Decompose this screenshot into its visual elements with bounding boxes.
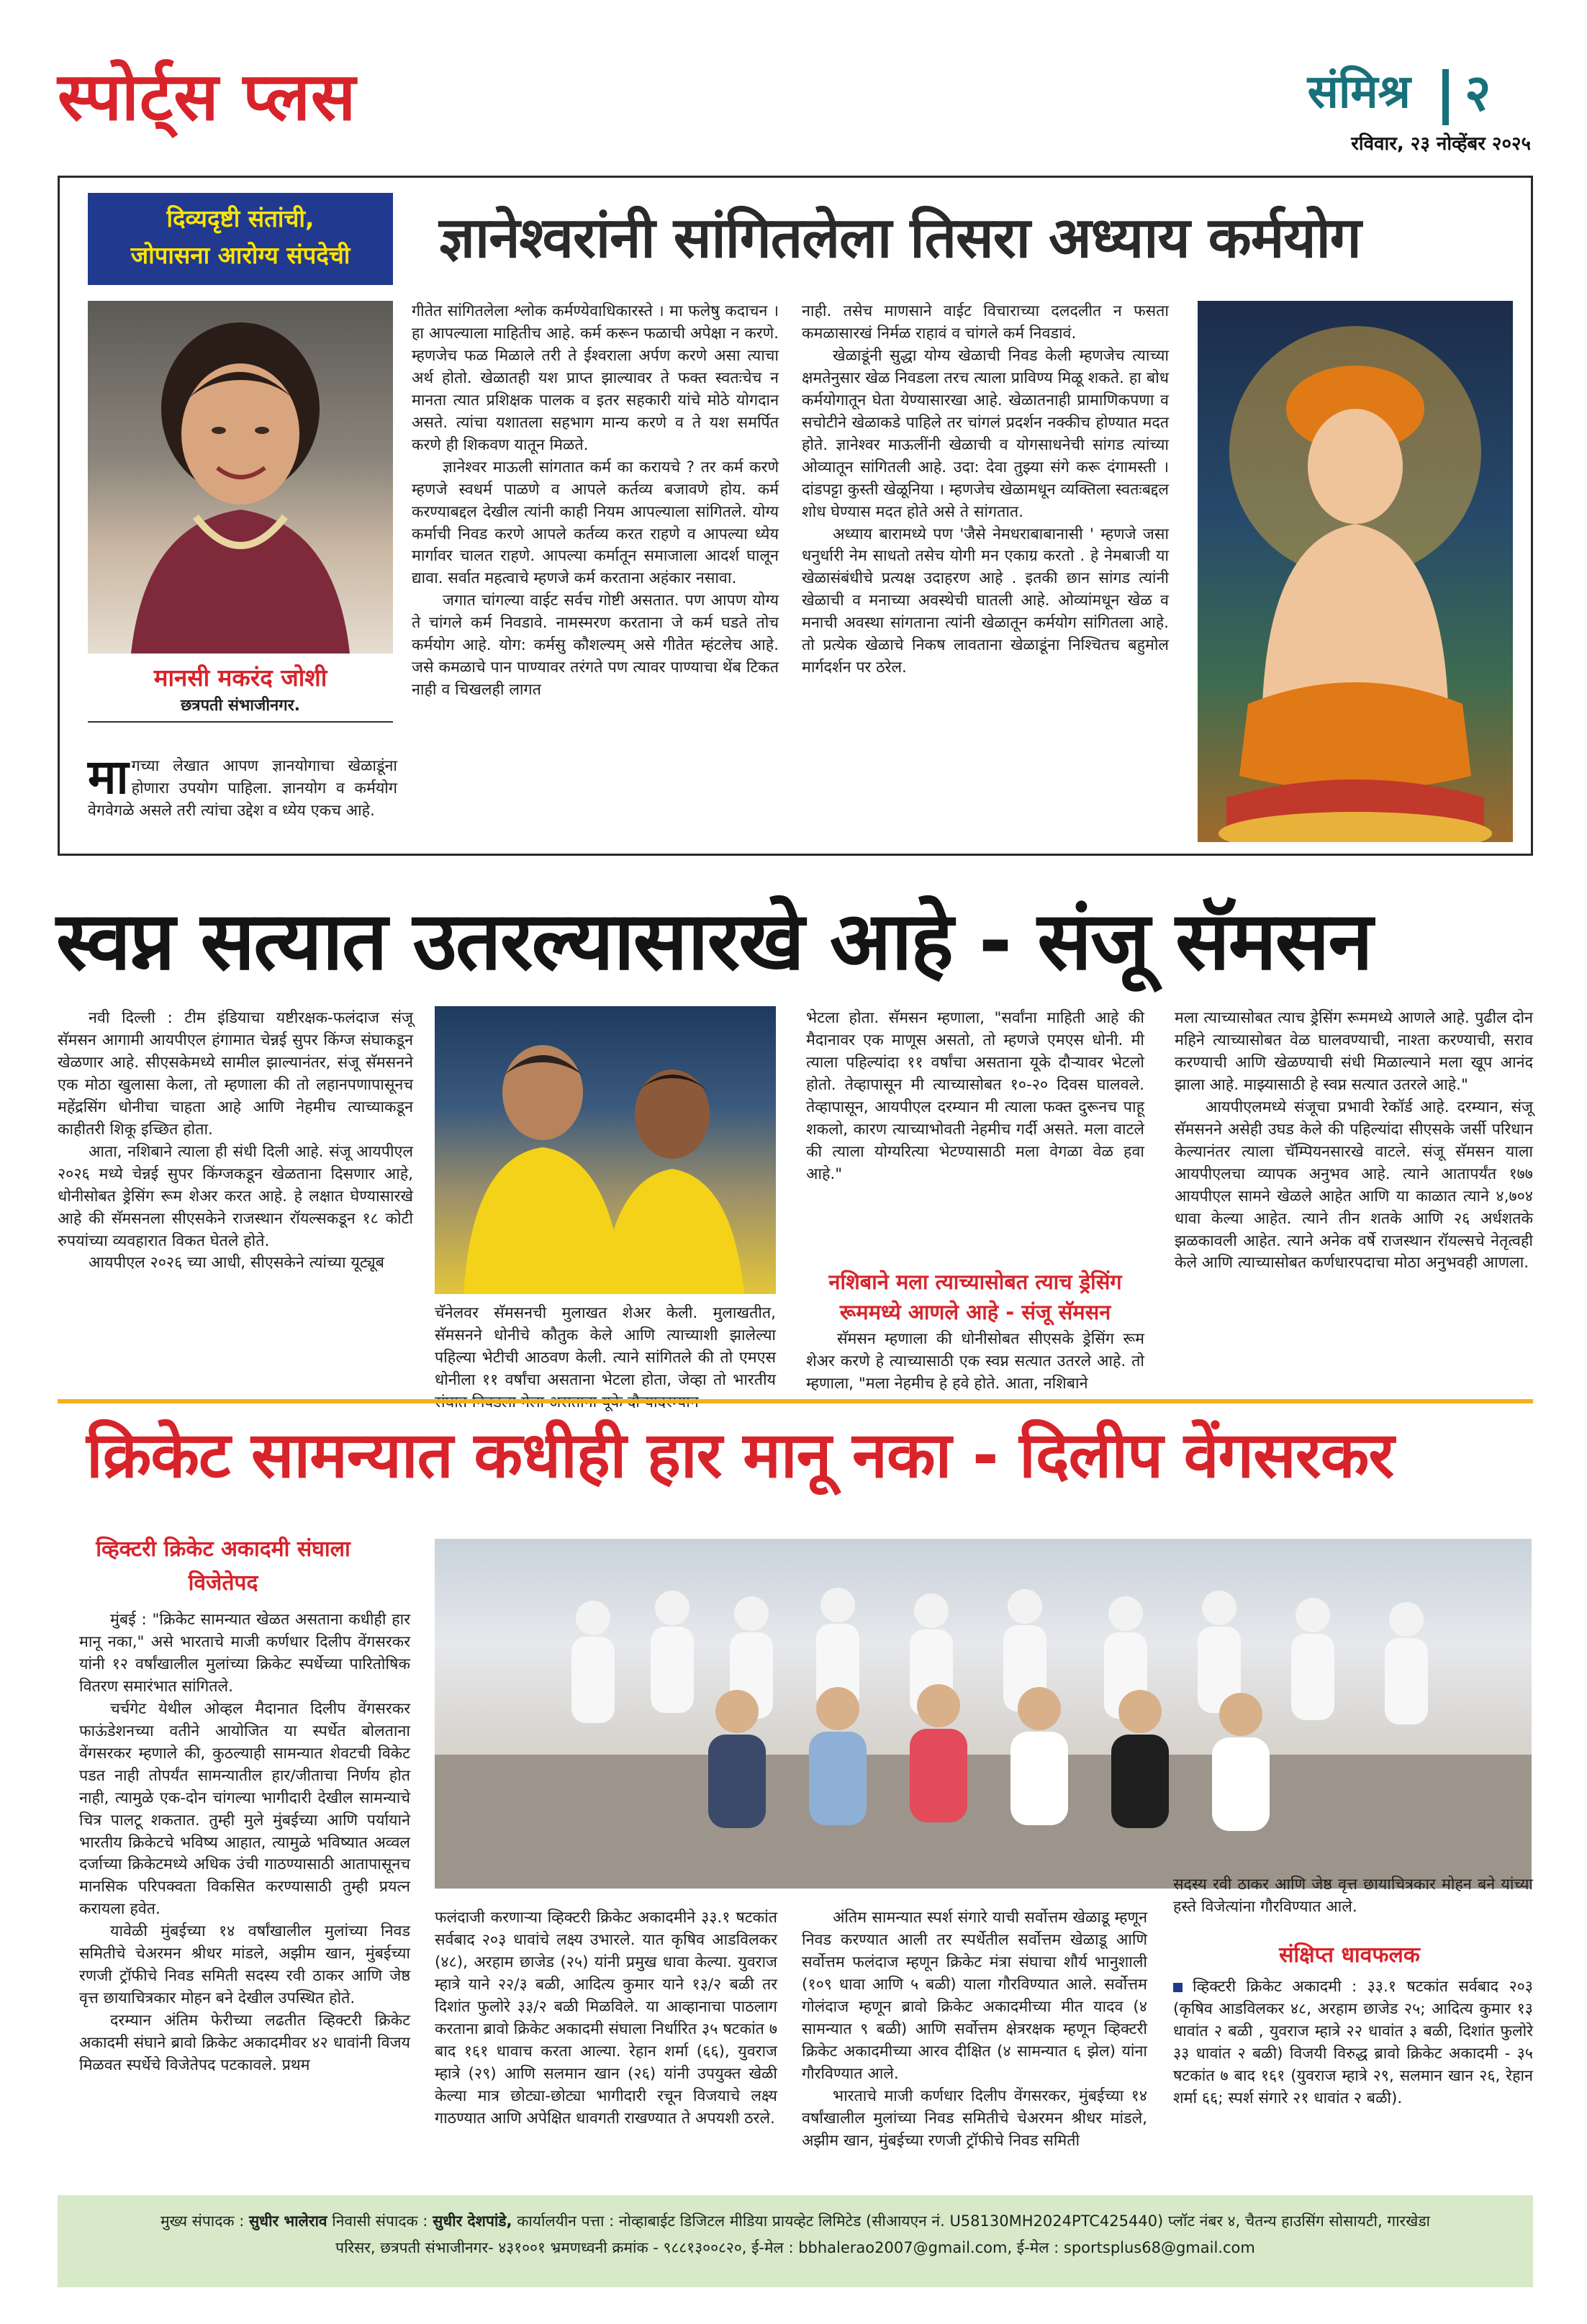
article-3-col-1 [79, 1609, 410, 2077]
paragraph: मला त्याच्यासोबत त्याच ड्रेसिंग रूममध्ये आणले आहे. पुढील दोन महिने त्याच्यासोबत वेळ घालवण्याची, नाश्ता करण्याची, सराव करण्याची आणि खेळण्याची संधी मिळाल्याने मला खूप आनंद झाला आहे. माझ्यासाठी हे स्वप्न सत्यात उतरले आहे." [1175, 1009, 1533, 1094]
article-3-subhead [58, 1533, 389, 1600]
article-2-headline: स्वप्न सत्यात उतरल्यासारखे आहे - संजू सॅमसन [56, 895, 1372, 988]
column-tag [88, 193, 393, 285]
sanju-dhoni-illustration [435, 1006, 776, 1294]
section-divider [1442, 69, 1449, 125]
article-3-headline: क्रिकेट सामन्यात कधीही हार मानू नका - दिलीप वेंगसरकर [86, 1418, 1394, 1492]
saint-painting-illustration [1198, 301, 1513, 842]
paragraph: ज्ञानेश्वर माऊली सांगतात कर्म का करायचे ? तर कर्म करणे म्हणजे स्वधर्म पाळणे व आपले कर्तव्य बजावणे होय. कर्म करण्याबद्दल देखील त्यांनी काही नियम आपल्याला सांगितले. योग्य कर्माची निवड करणे आपले कर्तव्य करत राहणे व आपल्या ध्येय मार्गावर चालत राहणे. आपल्या कर्मातून समाजाला आदर्श घालून द्यावा. सर्वात महत्वाचे म्हणजे कर्म करताना अहंकार नसावा. [412, 458, 779, 588]
office-address: कार्यालयीन पत्ता : नोव्हाबाईट डिजिटल मीडिया प्रायव्हेट लिमिटेड (सीआयएन नं. U58130MH2024PTC425440) प्लॉट नंबर ४, चैतन्य हाउसिंग सोसायटी, गारखेडा [517, 2212, 1430, 2230]
article-3-subhead-line-2: विजेतेपद [188, 1570, 258, 1596]
article-1-col-1 [88, 749, 397, 823]
section-divider-rule [58, 1399, 1533, 1403]
editor-label: मुख्य संपादक : [160, 2212, 245, 2230]
team-photo-illustration [435, 1539, 1532, 1889]
resident-editor-label: निवासी संपादक : [332, 2212, 428, 2230]
page-number: २ [1465, 63, 1491, 122]
paragraph: खेळाडूंनी सुद्धा योग्य खेळाची निवड केली म्हणजेच त्याच्या क्षमतेनुसार खेळ निवडला तरच त्याला प्राविण्य मिळू शकते. हा बोध कर्मयोगातून घेता येण्यासारखा आहे. खेळातनाही प्रामाणिकपणा व सचोटीने खेळाकडे पाहिले तर चांगलं प्रदर्शन नक्कीच होण्यात मदत होते. ज्ञानेश्वर माऊलींनी खेळाची व योगसाधनेची सांगड त्यांच्या ओव्यातून सांगितली आहे. उदा: देवा तुझ्या संगे करू दंगामस्ती । दांडपट्टा कुस्ती खेळूनिया । म्हणजेच खेळामधून व्यक्तिला स्वतःबद्दल शोध घेण्यास मदत होते असे ते सांगतात. [802, 346, 1169, 521]
saint-painting [1198, 301, 1513, 842]
article-3-col-2 [435, 1907, 777, 2130]
paragraph: आता, नशिबाने त्याला ही संधी दिली आहे. संजू आयपीएल २०२६ मध्ये चेन्नई सुपर किंग्जकडून खेळताना दिसणार आहे, धोनीसोबत ड्रेसिंग रूम शेअर करत आहे. हे लक्षात घेण्यासारखे आहे की सॅमसनला सीएसकेने राजस्थान रॉयल्सकडून १८ कोटी रुपयांच्या व्यवहारात विकत घेतले होते. [58, 1142, 413, 1250]
paragraph: यावेळी मुंबईच्या १४ वर्षांखालील मुलांच्या निवड समितीचे चेअरमन श्रीधर मांडले, अझीम खान, मुंबईच्या रणजी ट्रॉफीचे निवड समिती सदस्य रवी ठाकर आणि जेष्ठ वृत्त छायाचित्रकार मोहन बने देखील उपस्थित होते. [79, 1922, 410, 2008]
paragraph: गीतेत सांगितलेला श्लोक कर्मण्येवाधिकारस्ते । मा फलेषु कदाचन । हा आपल्याला माहितीच आहे. कर्म करून फळाची अपेक्षा न करणे. म्हणजेच फळ मिळाले तरी ते ईश्वराला अर्पण करणे असा त्याचा अर्थ होतो. खेळातही यश प्राप्त झाल्यावर ते फक्त स्वतःचेच न मानता त्यात प्रशिक्षक पालक व इतर सहकारी यांचे मोठे योगदान असते. त्यांचा यशातला सहभाग मान्य करणे व ते यश समर्पित करणे ही शिकवण यातून मिळते. [412, 302, 779, 454]
article-2-subhead [806, 1267, 1144, 1327]
article-3-col-4 [1173, 1874, 1533, 1919]
imprint-line-1 [72, 2208, 1519, 2235]
article-2-subhead-line-1: नशिबाने मला त्याच्यासोबत त्याच ड्रेसिंग [828, 1270, 1122, 1294]
article-1-headline: ज्ञानेश्वरांनी सांगितलेला तिसरा अध्याय कर्मयोग [439, 206, 1361, 271]
masthead-title: स्पोर्ट्स प्लस [58, 58, 357, 135]
photo-caption: चॅनेलवर सॅमसनची मुलाखत शेअर केली. मुलाखतीत, सॅमसनने धोनीचे कौतुक केले आणि त्याच्याशी झालेल्या पहिल्या भेटीची आठवण केली. त्याने सांगितले की तो एमएस धोनीला ११ वर्षांचा असताना भेटला होता, जेव्हा तो भारतीय [435, 1304, 776, 1389]
article-2-col-1 [58, 1008, 413, 1275]
column-tag-line-2: जोपासना आरोग्य संपदेची [130, 241, 351, 270]
editor-name: सुधीर भालेराव [248, 2212, 327, 2230]
paragraph: भारताचे माजी कर्णधार दिलीप वेंगसरकर, मुंबईच्या १४ वर्षांखालील मुलांच्या निवड समितीचे चेअरमन श्रीधर मांडले, अझीम खान, मुंबईच्या रणजी ट्रॉफीचे निवड समिती [802, 2086, 1147, 2150]
paragraph: नवी दिल्ली : टीम इंडियाचा यष्टीरक्षक-फलंदाज संजू सॅमसन आगामी आयपीएल हंगामात चेन्नई सुपर किंग्ज संघाकडून खेळणार आहे. सीएसकेमध्ये सामील झाल्यानंतर, संजू सॅमसनने एक मोठा खुलासा केला, तो म्हणाला की तो लहानपणापासूनच महेंद्रसिंग धोनीचा चाहता आहे आणि नेहमीच त्याच्याकडून काहीतरी शिकू इच्छित होता. [58, 1009, 413, 1139]
article-1-col-3 [802, 301, 1169, 679]
section-label: संमिश्र [1307, 65, 1411, 119]
author-rule [88, 721, 393, 723]
scorecard-text: व्हिक्टरी क्रिकेट अकादमी : ३३.१ षटकांत सर्वबाद २०३ (कृषिव आडविलकर ४८, अरहाम छाजेड २५; आदित्य कुमार १३ धावांत २ बळी , युवराज म्हात्रे २२ धावांत ३ बळी, दिशांत फुलोरे ३३ धावांत २ बळी) विजयी विरुद्ध ब्रावो क्रिकेट अकादमी - ३५ षटकांत ७ बाद १६१ (युवराज म्हात्रे २९, सलमान खान २६, रेहान शर्मा ६६; स्पर्श संगारे २१ धावांत २ बळी). [1173, 1978, 1533, 2107]
imprint-footer [58, 2195, 1533, 2287]
paragraph: सॅमसन म्हणाला की धोनीसोबत सीएसके ड्रेसिंग रूम शेअर करणे हे त्याच्यासाठी एक स्वप्न सत्यात उतरले आहे. तो म्हणाला, "मला नेहमीच हे हवे होते. आता, नशिबाने [806, 1330, 1144, 1393]
paragraph: अध्याय बारामध्ये पण 'जैसे नेमधराबाबानासी ' म्हणजे जसा धनुर्धारी नेम साधतो तसेच योगी मन एकाग्र करतो . हे नेमबाजी या खेळासंबंधीचे प्रत्यक्ष उदाहरण आहे . इतकी छान सांगड त्यांनी खेळाची व मनाच्या अवस्थेची घातली आहे. ओव्यांमधून खेळ व मनाची अवस्था सांगताना त्यांनी खेळातून कर्मयोग सांगितला आहे. तो प्रत्येक खेळाचे निकष लावताना खेळाडूंना निश्चितच बहुमोल मार्गदर्शन पर ठरेल. [802, 525, 1169, 677]
article-2-col-3 [806, 1008, 1144, 1186]
article-3-col-3 [802, 1907, 1147, 2152]
imprint-line-2: परिसर, छत्रपती संभाजीनगर- ४३१००१ भ्रमणध्वनी क्रमांक - ९८८१३००८२०, ई-मेल : bbhalerao2007@gmail.com, ई-मेल : sportsplus68@gmail.com [335, 2238, 1255, 2256]
paragraph: जगात चांगल्या वाईट सर्वच गोष्टी असतात. पण आपण योग्य ते चांगले कर्म निवडावे. नामस्मरण करताना जे कर्म घडते तोच कर्मयोग आहे. योग: कर्मसु कौशल्यम् असे गीतेत म्हंटलेच आहे. जसे कमळाचे पान पाण्यावर तरंगते पण त्यावर पाण्याचा थेंब टिकत नाही व चिखलही लागत [412, 592, 779, 700]
sanju-dhoni-photo [435, 1006, 776, 1294]
column-tag-line-1: दिव्यदृष्टी संतांची, [166, 204, 315, 232]
paragraph: आयपीएलमध्ये संजूचा प्रभावी रेकॉर्ड आहे. दरम्यान, संजू सॅमसनने असेही उघड केले की पहिल्यांदा सीएसके जर्सी परिधान केल्यानंतर त्याला चॅम्पियनसारखे वाटले. संजू सॅमसन याला आयपीएलचा व्यापक अनुभव आहे. त्याने आतापर्यंत १७७ आयपीएल सामने खेळले आहेत आणि या काळात त्याने ४,७०४ धावा केल्या आहेत. त्याने तीन शतके आणि २६ अर्धशतके झळकावली आहेत. त्याने अनेक वर्षे राजस्थान रॉयल्सचे नेतृत्वही केले आणि त्याच्यासोबत कर्णधारपदाचा मोठा अनुभवही आणला. [1175, 1098, 1533, 1272]
paragraph: फलंदाजी करणाऱ्या व्हिक्टरी क्रिकेट अकादमीने ३३.१ षटकांत सर्वबाद २०३ धावांचे लक्ष्य उभारले. यात कृषिव आडविलकर (४८), अरहाम छाजेड (२५) यांनी प्रमुख धावा केल्या. युवराज म्हात्रे याने २२/३ बळी, आदित्य कुमार याने १३/२ बळी तर दिशांत फुलोरे ३३/२ बळी मिळविले. या आव्हानाचा पाठलाग करताना ब्रावो क्रिकेट अकादमी संघाला निर्धारित ३५ षटकांत ७ बाद १६१ धावाच करता आल्या. रेहान शर्मा (६६), युवराज म्हात्रे (२९) आणि सलमान खान (२६) यांनी उपयुक्त खेळी केल्या मात्र छोट्या-छोट्या भागीदारी रचून विजयाचे लक्ष्य गाठण्यात आणि अपेक्षित धावगती राखण्यात ते अपयशी ठरले. [435, 1909, 778, 2128]
article-2-col-4 [1175, 1008, 1533, 1275]
paragraph: नाही. तसेच माणसाने वाईट विचाराच्या दलदलीत न फसता कमळासारखं निर्मळ राहावं व चांगले कर्म निवडावं. [802, 302, 1169, 343]
article-2-col-3b [806, 1329, 1144, 1396]
article-1-col-1-text: गच्या लेखात आपण ज्ञानयोगाचा खेळाडूंना होणारा उपयोग पाहिला. ज्ञानयोग व कर्मयोग वेगवेगळे असले तरी त्यांचा उद्देश व ध्येय एकच आहे. [88, 757, 397, 820]
author-photo-illustration [88, 301, 393, 654]
author-photo [88, 301, 393, 654]
scorecard-title: संक्षिप्त धावफलक [1279, 1943, 1420, 1968]
article-2-subhead-line-2: रूममध्ये आणले आहे - संजू सॅमसन [839, 1300, 1111, 1325]
article-1-col-2 [412, 301, 779, 702]
bullet-icon [1173, 1983, 1183, 1992]
resident-editor-name: सुधीर देशपांडे, [433, 2212, 512, 2230]
paragraph: आयपीएल २०२६ च्या आधी, सीएसकेने त्यांच्या यूट्यूब [89, 1254, 384, 1272]
paragraph: मुंबई : "क्रिकेट सामन्यात खेळत असताना कधीही हार मानू नका," असे भारताचे माजी कर्णधार दिलीप वेंगसरकर यांनी १२ वर्षांखालील मुलांच्या क्रिकेट स्पर्धेच्या पारितोषिक वितरण समारंभात सांगितले. [79, 1611, 410, 1696]
dateline: रविवार, २३ नोव्हेंबर २०२५ [1351, 133, 1531, 155]
author-name: मानसी मकरंद जोशी [153, 664, 327, 692]
article-3-subhead-line-1: व्हिक्टरी क्रिकेट अकादमी संघाला [96, 1537, 351, 1562]
author-city: छत्रपती संभाजीनगर. [181, 697, 300, 715]
paragraph: सदस्य रवी ठाकर आणि जेष्ठ वृत्त छायाचित्रकार मोहन बने यांच्या हस्ते विजेत्यांना गौरविण्यात आले. [1173, 1876, 1533, 1916]
paragraph: दरम्यान अंतिम फेरीच्या लढतीत व्हिक्टरी क्रिकेट अकादमी संघाने ब्रावो क्रिकेट अकादमीवर ४२ धावांनी विजय मिळवत स्पर्धेचे विजेतेपद पटकावले. प्रथम [79, 2012, 410, 2075]
paragraph: भेटला होता. सॅमसन म्हणाला, "सर्वांना माहिती आहे की मैदानावर एक माणूस असतो, तो म्हणजे एमएस धोनी. मी त्याला पहिल्यांदा ११ वर्षांचा असताना यूके दौऱ्यावर भेटलो होतो. तेव्हापासून मी त्याच्यासोबत १०-२० दिवस घालवले. तेव्हापासून, आयपीएल दरम्यान मी त्याला फक्त दुरूनच पाहू शकलो, कारण त्याच्याभोवती नेहमीच गर्दी असते. मला वाटले की त्याला योग्यरित्या भेटण्यासाठी मला वेगळा वेळ हवा आहे." [806, 1009, 1144, 1183]
scorecard [1173, 1976, 1533, 2110]
paragraph: चर्चगेट येथील ओव्हल मैदानात दिलीप वेंगसरकर फाऊंडेशनच्या वतीने आयोजित या स्पर्धेत बोलताना वेंगसरकर म्हणाले की, कुठल्याही सामन्यात शेवटची विकेट पडत नाही तोपर्यंत सामन्यातील हार/जीताचा निर्णय होत नाही, त्यामुळे एक-दोन चांगल्या भागीदारी देखील सामन्याचे चित्र पालटू शकतात. तुम्ही मुले मुंबईच्या आणि पर्यायाने भारतीय क्रिकेटचे भविष्य आहात, त्यामुळे भविष्यात अव्वल दर्जाच्या क्रिकेटमध्ये अधिक उंची गाठण्यासाठी आतापासूनच मानसिक परिपक्वता विकसित करण्यासाठी तुम्ही प्रयत्न करायला हवेत. [79, 1699, 410, 1919]
dropcap: मा [88, 749, 129, 805]
paragraph: अंतिम सामन्यात स्पर्श संगारे याची सर्वोत्तम खेळाडू म्हणून निवड करण्यात आली तर स्पर्धेतील सर्वोत्तम खेळाडू आणि सर्वोत्तम फलंदाज म्हणून क्रिकेट मंत्रा संघाचा शौर्य भानुशाली (१०९ धावा आणि ५ बळी) याला गौरविण्यात आले. सर्वोत्तम गोलंदाज म्हणून ब्रावो क्रिकेट अकादमीच्या मीत यादव (४ सामन्यात ९ बळी) आणि सर्वोत्तम क्षेत्ररक्षक म्हणून व्हिक्टरी क्रिकेट अकादमीच्या आरव दीक्षित (४ सामन्यात ६ झेल) यांना गौरविण्यात आले. [802, 1909, 1147, 2083]
team-photo [435, 1539, 1532, 1889]
